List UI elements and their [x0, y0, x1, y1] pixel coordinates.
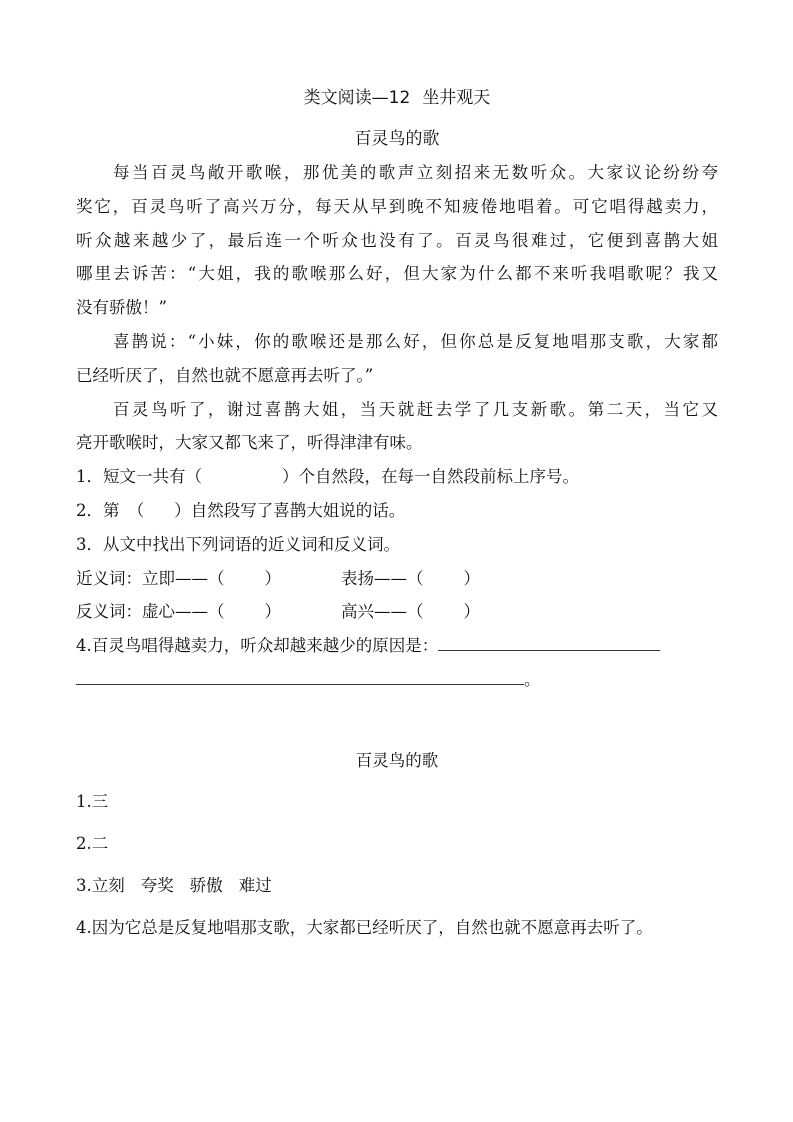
answers-title: 百灵鸟的歌: [355, 750, 439, 770]
question-2: [76, 494, 718, 528]
ant2-label: 高兴——（: [341, 602, 424, 622]
syn-label: 近义词：立即——（: [76, 568, 225, 588]
lesson-label: 坐井观天: [422, 88, 491, 108]
answer-word: 夸奖: [140, 875, 174, 895]
text-line: 每当百灵鸟敞开歌喉，那优美的歌声立刻招来无数听众。大家议论纷纷夸: [113, 163, 718, 182]
text-line: 百灵鸟听了，谢过喜鹊大姐，当天就赶去学了几支新歌。第二天，当它又: [113, 399, 718, 419]
q1-text-end: ）个自然段，在每一自然段前标上序号。: [282, 467, 579, 487]
paragraph-2: [76, 325, 718, 393]
question-4: [76, 629, 718, 663]
q4-answer-line-1[interactable]: [438, 632, 660, 651]
text-line: 喜鹊说：“小妹，你的歌喉还是那么好，但你总是反复地唱那支歌，大家都: [113, 331, 718, 351]
q4-answer-line-2[interactable]: [76, 666, 524, 685]
answer-1: 1.三: [76, 791, 109, 811]
syn2-label: 表扬——（: [341, 568, 424, 588]
worksheet: [76, 82, 718, 949]
answer-word: 3.立刻: [76, 875, 125, 895]
paragraph-3: [76, 393, 718, 461]
ant-label: 反义词：虚心——（: [76, 602, 225, 622]
answer-3: [76, 865, 718, 907]
answer-word: 骄傲: [189, 875, 223, 895]
worksheet-title: [76, 82, 718, 114]
passage-title: 百灵鸟的歌: [354, 129, 440, 149]
answer-word: 难过: [238, 875, 272, 895]
text-line: 奖它，百灵鸟听了高兴万分，每天从早到晚不知疲倦地唱着。可它唱得越卖力，: [76, 196, 718, 216]
q2-text: 2．第 （: [76, 500, 145, 520]
text-line: 亮开歌喉时，大家又都飞来了，听得津津有味。: [76, 433, 423, 453]
q2-text-end: ）自然段写了喜鹊大姐说的话。: [174, 500, 406, 520]
ant2-close: ）: [463, 602, 480, 622]
q4-text: 4.百灵鸟唱得越卖力，听众却越来越少的原因是：: [76, 636, 439, 656]
q4-end: 。: [524, 669, 541, 689]
question-3: 3．从文中找出下列词语的近义词和反义词。: [76, 534, 400, 554]
syn2-close: ）: [463, 568, 480, 588]
answer-2: 2.二: [76, 833, 109, 853]
q1-text: 1．短文一共有（: [76, 467, 202, 487]
antonyms-row: [76, 595, 718, 629]
ant-close: ）: [264, 602, 281, 622]
text-line: 没有骄傲！”: [76, 298, 167, 318]
text-line: 哪里去诉苦：“大姐，我的歌喉那么好，但大家为什么都不来听我唱歌呢？我又: [76, 264, 718, 284]
syn-close: ）: [264, 568, 281, 588]
question-4-continued: [76, 663, 718, 697]
paragraph-1: [76, 156, 718, 325]
text-line: 听众越来越少了，最后连一个听众也没有了。百灵鸟很难过，它便到喜鹊大姐: [76, 230, 718, 250]
question-1: [76, 460, 718, 494]
text-line: 已经听厌了，自然也就不愿意再去听了。”: [76, 365, 374, 385]
synonyms-row: [76, 562, 718, 596]
series-label: 类文阅读—12: [303, 88, 411, 108]
answer-4: 4.因为它总是反复地唱那支歌，大家都已经听厌了，自然也就不愿意再去听了。: [76, 917, 653, 937]
